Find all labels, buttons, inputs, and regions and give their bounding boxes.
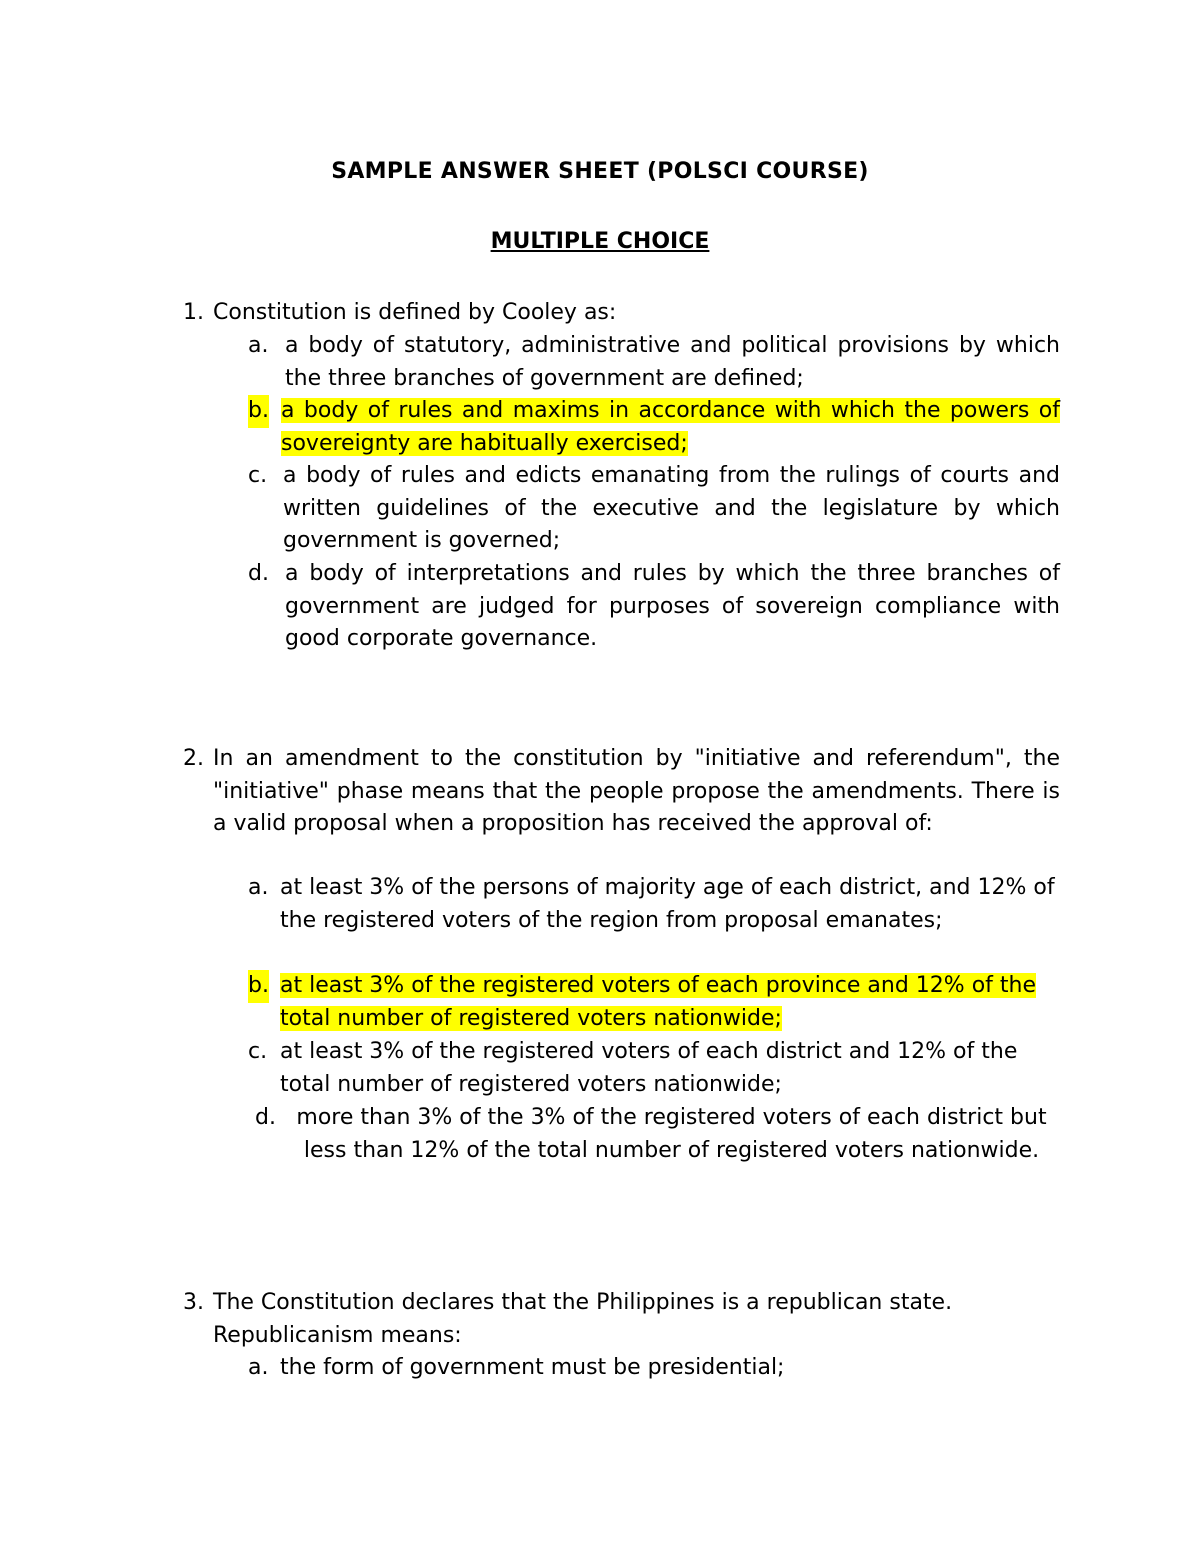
question-text: In an amendment to the constitution by "initiative and referendum", the "initiative" phase means that the people propose the amendments. There is a valid proposal when a proposition has received the approval of: xyxy=(213,746,1060,837)
option-text: a body of statutory, administrative and political provisions by which the three branches of government are defined; xyxy=(285,333,1060,391)
option-text: more than 3% of the 3% of the registered voters of each district but less than 12% of the total number of registered voters nationwide. xyxy=(296,1105,1047,1163)
option-letter: b. xyxy=(248,395,269,428)
option-text: at least 3% of the persons of majority age of each district, and 12% of the registered voters of the region from proposal emanates; xyxy=(280,875,1055,933)
question-number: 3. xyxy=(183,1290,204,1315)
option-text: a body of rules and edicts emanating from the rulings of courts and written guidelines of the executive and the legislature by which government is governed; xyxy=(283,463,1060,554)
option-letter: a. xyxy=(248,875,269,900)
question-1 xyxy=(183,297,1063,331)
option-text: at least 3% of the registered voters of each district and 12% of the total number of registered voters nationwide; xyxy=(280,1039,1018,1097)
question-text: Constitution is defined by Cooley as: xyxy=(213,300,617,325)
option-letter: a. xyxy=(248,333,269,358)
document-title: SAMPLE ANSWER SHEET (POLSCI COURSE) xyxy=(331,159,869,184)
highlighted-answer: at least 3% of the registered voters of each province and 12% of the total number of registered voters nationwide; xyxy=(280,973,1037,1031)
option-text-wrapper xyxy=(280,970,1060,1035)
option-letter: d. xyxy=(255,1105,276,1130)
option-letter: d. xyxy=(248,561,269,586)
question-number: 1. xyxy=(183,300,204,325)
option-letter: b. xyxy=(248,970,269,1003)
option-text-wrapper xyxy=(281,395,1060,460)
option-letter: a. xyxy=(248,1355,269,1380)
option-text: a body of interpretations and rules by which the three branches of government are judged for purposes of sovereign compliance with good corporate governance. xyxy=(285,561,1060,652)
option-letter: c. xyxy=(248,463,268,488)
option-letter: c. xyxy=(248,1039,268,1064)
question-number: 2. xyxy=(183,746,204,771)
option-text: the form of government must be presidential; xyxy=(280,1355,785,1380)
question-text: The Constitution declares that the Philippines is a republican state. Republicanism means: xyxy=(213,1290,953,1348)
section-heading: MULTIPLE CHOICE xyxy=(490,229,710,254)
highlighted-answer: a body of rules and maxims in accordance with which the powers of sovereignty are habitually exercised; xyxy=(281,398,1060,456)
